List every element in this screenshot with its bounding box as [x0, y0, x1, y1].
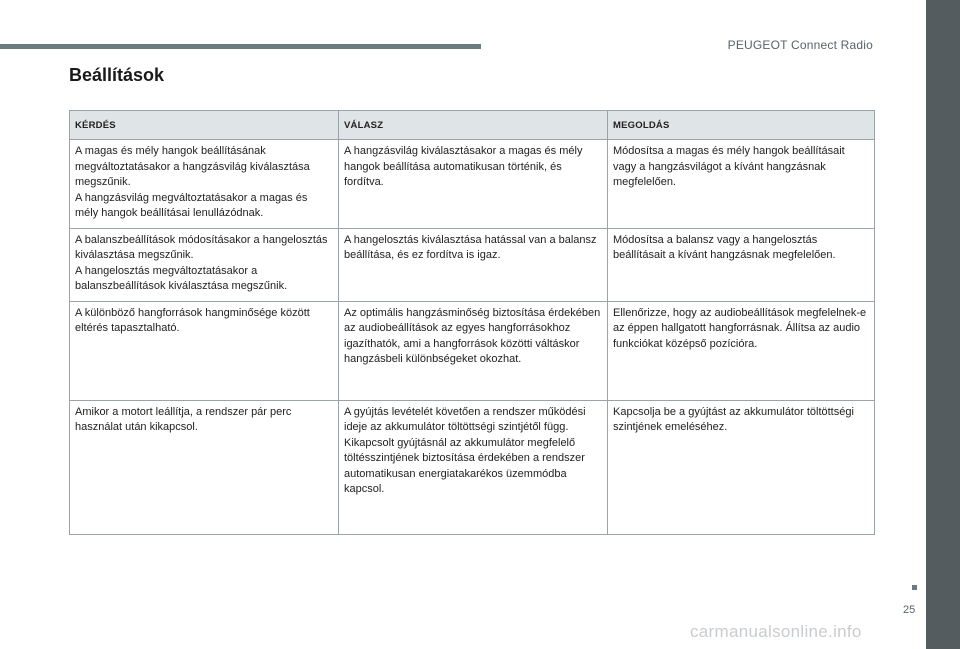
troubleshooting-table: [69, 110, 875, 535]
table-header-row: [70, 111, 875, 140]
question-cell: A különböző hangforrások hangminősége között eltérés tapasztalható.: [70, 301, 339, 400]
page-marker-dot: [912, 585, 917, 590]
watermark: carmanualsonline.info: [690, 622, 862, 641]
solution-cell: Ellenőrizze, hogy az audiobeállítások megfelelnek-e az éppen hallgatott hangforrásnak. Állítsa az audio funkciókat középső pozícióra.: [608, 301, 875, 400]
solution-cell: Kapcsolja be a gyújtást az akkumulátor töltöttségi szintjének emeléséhez.: [608, 400, 875, 534]
column-header-question: KÉRDÉS: [70, 111, 339, 140]
question-cell: Amikor a motort leállítja, a rendszer pár perc használat után kikapcsol.: [70, 400, 339, 534]
side-tab-bar: [926, 0, 960, 649]
table-row: [70, 400, 875, 534]
answer-cell: A hangelosztás kiválasztása hatással van a balansz beállítása, és ez fordítva is igaz.: [339, 228, 608, 301]
answer-cell: A hangzásvilág kiválasztásakor a magas és mély hangok beállítása automatikusan történik, és fordítva.: [339, 140, 608, 229]
header-rule: [0, 44, 481, 49]
page-title: Beállítások: [69, 65, 165, 85]
solution-cell: Módosítsa a magas és mély hangok beállításait vagy a hangzásvilágot a kívánt hangzásnak megfelelően.: [608, 140, 875, 229]
table-row: [70, 140, 875, 229]
section-label: PEUGEOT Connect Radio: [727, 38, 873, 52]
question-cell: A balanszbeállítások módosításakor a hangelosztás kiválasztása megszűnik. A hangelosztás megváltoztatásakor a balanszbeállítások kiválasztása megszűnik.: [70, 228, 339, 301]
column-header-answer: VÁLASZ: [339, 111, 608, 140]
table-row: [70, 301, 875, 400]
column-header-solution: MEGOLDÁS: [608, 111, 875, 140]
page-number: 25: [903, 604, 916, 616]
answer-cell: A gyújtás levételét követően a rendszer működési ideje az akkumulátor töltöttségi szintjétől függ. Kikapcsolt gyújtásnál az akkumulátor megfelelő töltésszintjének biztosítása érdekében a rendszer automatikusan energiatakarékos üzemmódba kapcsol.: [339, 400, 608, 534]
answer-cell: Az optimális hangzásminőség biztosítása érdekében az audiobeállítások az egyes hangforrásokhoz igazíthatók, ami a hangforrások közötti váltáskor hangzásbeli különbségeket okozhat.: [339, 301, 608, 400]
table-row: [70, 228, 875, 301]
solution-cell: Módosítsa a balansz vagy a hangelosztás beállításait a kívánt hangzásnak megfelelően.: [608, 228, 875, 301]
question-cell: A magas és mély hangok beállításának megváltoztatásakor a hangzásvilág kiválasztása megszűnik. A hangzásvilág megváltoztatásakor a magas és mély hangok beállításai lenullázódnak.: [70, 140, 339, 229]
